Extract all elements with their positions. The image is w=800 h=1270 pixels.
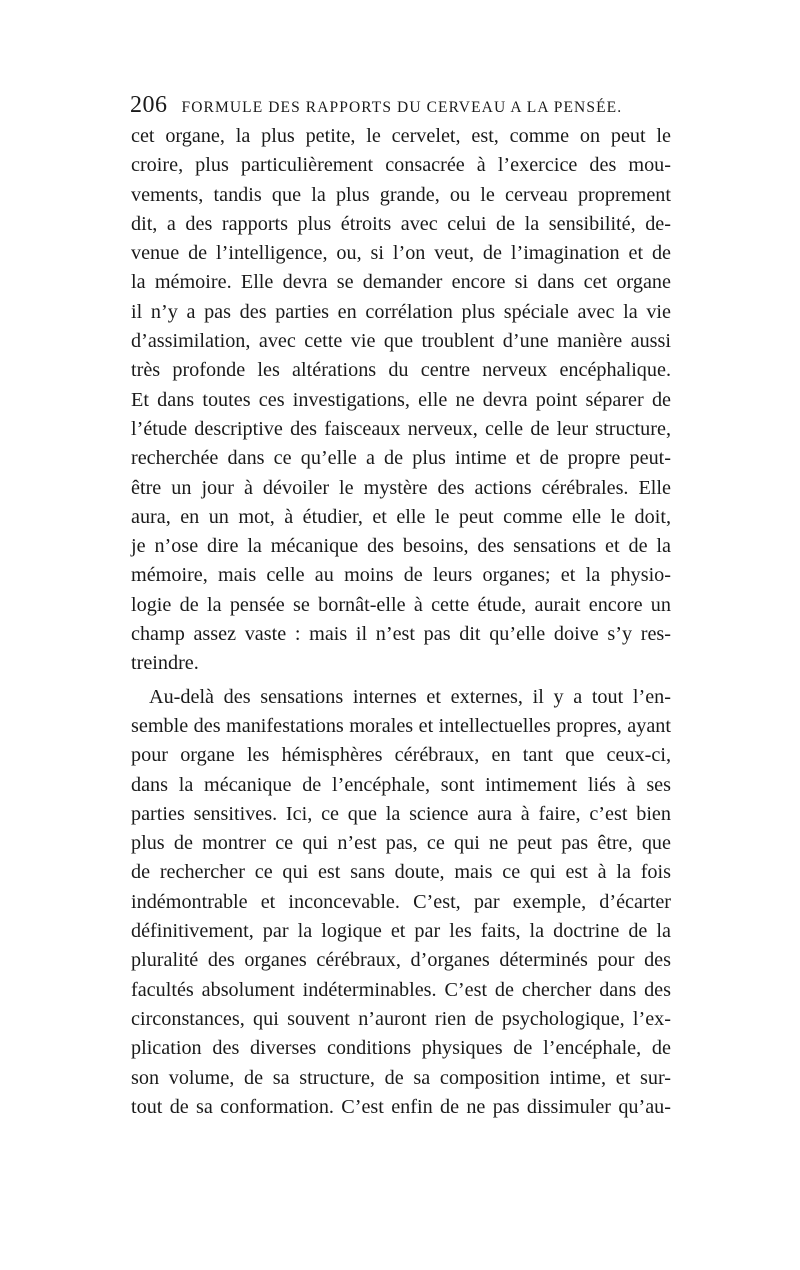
text-line: recherchée dans ce qu’elle a de plus intime et de propre peut- [131, 447, 671, 470]
paragraph-2 [131, 683, 671, 1122]
text-line: parties sensitives. Ici, ce que la science aura à faire, c’est bien [131, 802, 671, 825]
page-number: 206 [130, 92, 168, 118]
text-line: très profonde les altérations du centre nerveux encéphalique. [131, 359, 671, 382]
text-line: croire, plus particulièrement consacrée à l’exercice des mou- [131, 154, 671, 177]
text-line: son volume, de sa structure, de sa composition intime, et sur- [131, 1066, 671, 1089]
text-line: logie de la pensée se bornât-elle à cette étude, aurait encore un [131, 593, 671, 616]
paragraph-1 [131, 122, 671, 679]
text-line: Au-delà des sensations internes et externes, il y a tout l’en- [149, 685, 671, 708]
text-line: vements, tandis que la plus grande, ou le cerveau proprement [131, 183, 671, 206]
text-line: facultés absolument indéterminables. C’est de chercher dans des [131, 978, 671, 1001]
text-line: semble des manifestations morales et intellectuelles propres, ayant [131, 714, 671, 737]
text-line: champ assez vaste : mais il n’est pas dit qu’elle doive s’y res- [131, 623, 671, 646]
text-line: venue de l’intelligence, ou, si l’on veut, de l’imagination et de [131, 242, 671, 265]
text-line: définitivement, par la logique et par les faits, la doctrine de la [131, 920, 671, 943]
text-line: de rechercher ce qui est sans doute, mais ce qui est à la fois [131, 861, 671, 884]
running-title: FORMULE DES RAPPORTS DU CERVEAU A LA PENSÉE. [181, 99, 623, 116]
text-line: aura, en un mot, à étudier, et elle le peut comme elle le doit, [131, 505, 671, 528]
running-head [130, 92, 670, 122]
text-line: il n’y a pas des parties en corrélation plus spéciale avec la vie [131, 300, 671, 323]
text-line: tout de sa conformation. C’est enfin de ne pas dissimuler qu’au- [131, 1095, 671, 1118]
text-line: plus de montrer ce qui n’est pas, ce qui ne peut pas être, que [131, 832, 671, 855]
text-line: circonstances, qui souvent n’auront rien de psychologique, l’ex- [131, 1007, 671, 1030]
text-line: cet organe, la plus petite, le cervelet, est, comme on peut le [131, 125, 671, 147]
text-line: plication des diverses conditions physiques de l’encéphale, de [131, 1037, 671, 1060]
text-line: Et dans toutes ces investigations, elle ne devra point séparer de [131, 388, 671, 411]
text-line: l’étude descriptive des faisceaux nerveux, celle de leur structure, [131, 417, 671, 440]
text-line: dans la mécanique de l’encéphale, sont intimement liés à ses [131, 773, 671, 796]
text-line: je n’ose dire la mécanique des besoins, des sensations et de la [131, 535, 671, 558]
text-line: la mémoire. Elle devra se demander encore si dans cet organe [131, 271, 671, 294]
text-line: treindre. [131, 652, 199, 675]
text-line: pluralité des organes cérébraux, d’organes déterminés pour des [131, 949, 671, 972]
text-line: pour organe les hémisphères cérébraux, en tant que ceux-ci, [131, 744, 671, 767]
text-line: dit, a des rapports plus étroits avec celui de la sensibilité, de- [131, 212, 671, 235]
text-line: d’assimilation, avec cette vie que troublent d’une manière aussi [131, 330, 671, 353]
text-line: être un jour à dévoiler le mystère des actions cérébrales. Elle [131, 476, 671, 499]
body-text [131, 122, 671, 1122]
text-line: indémontrable et inconcevable. C’est, par exemple, d’écarter [131, 890, 671, 913]
text-line: mémoire, mais celle au moins de leurs organes; et la physio- [131, 564, 671, 587]
